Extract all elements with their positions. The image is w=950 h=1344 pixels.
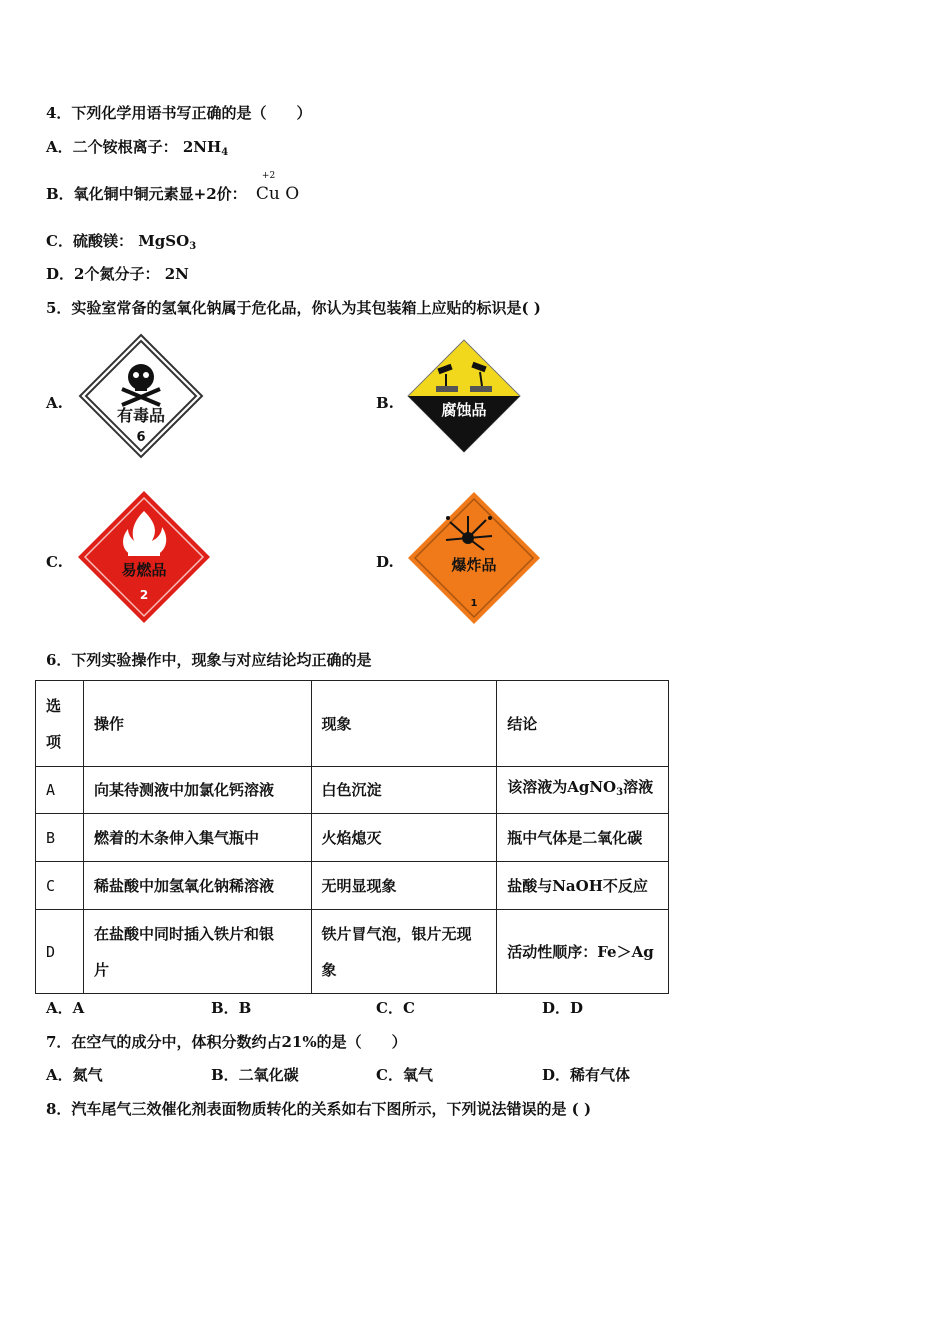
q7-answer-b: B．二氧化碳 bbox=[211, 1066, 299, 1084]
row-operation: 燃着的木条伸入集气瓶中 bbox=[83, 814, 311, 862]
table-row bbox=[36, 767, 669, 814]
q4-stem: 4．下列化学用语书写正确的是（ ） bbox=[46, 104, 312, 122]
q4-option-b-formula: +2 Cu O bbox=[255, 171, 300, 204]
row-conclusion: 该溶液为AgNO$_3$溶液 bbox=[497, 767, 669, 814]
header-conclusion: 结论 bbox=[497, 681, 669, 767]
q7-answer-a: A．氮气 bbox=[46, 1066, 103, 1084]
q4-option-c bbox=[46, 230, 196, 252]
valence-mark: +2 bbox=[261, 171, 276, 181]
q6-answer-b: B．B bbox=[211, 999, 252, 1017]
table-row bbox=[36, 814, 669, 862]
q5-stem: 5．实验室常备的氢氧化钠属于危化品，你认为其包装箱上应贴的标识是( ) bbox=[46, 299, 541, 317]
flammable-sign-text: 易燃品 bbox=[121, 561, 167, 579]
q6-stem: 6．下列实验操作中，现象与对应结论均正确的是 bbox=[46, 651, 372, 669]
row-option: D bbox=[36, 910, 84, 994]
corrosive-sign-text: 腐蚀品 bbox=[441, 401, 487, 419]
row-option: C bbox=[36, 862, 84, 910]
q7-answer-c: C．氧气 bbox=[376, 1066, 433, 1084]
q4-option-a bbox=[46, 136, 228, 158]
q6-answer-c: C．C bbox=[376, 999, 415, 1017]
q4-option-d-text: D．2个氮分子： bbox=[46, 265, 160, 283]
toxic-sign-text: 有毒品 bbox=[116, 406, 166, 425]
row-phenomenon: 白色沉淀 bbox=[311, 767, 497, 814]
row-conclusion: 活动性顺序：Fe＞Ag bbox=[497, 910, 669, 994]
q4-option-d-formula: 2N bbox=[164, 265, 189, 283]
row-phenomenon: 无明显现象 bbox=[311, 862, 497, 910]
q8-stem: 8．汽车尾气三效催化剂表面物质转化的关系如右下图所示，下列说法错误的是 ( ) bbox=[46, 1100, 592, 1118]
row-operation: 向某待测液中加氯化钙溶液 bbox=[83, 767, 311, 814]
experiment-table bbox=[35, 680, 669, 994]
row-phenomenon: 火焰熄灭 bbox=[311, 814, 497, 862]
explosive-sign-icon bbox=[406, 490, 542, 626]
q5-option-a-label: A. bbox=[46, 394, 63, 412]
row-operation: 稀盐酸中加氢氧化钠稀溶液 bbox=[83, 862, 311, 910]
q4-option-d bbox=[46, 263, 189, 284]
q4-option-c-text: C．硫酸镁： bbox=[46, 232, 133, 250]
row-operation: 在盐酸中同时插入铁片和银 片 bbox=[83, 910, 311, 994]
q4-option-b-text: B．氧化铜中铜元素显+2价： bbox=[46, 185, 247, 203]
q4-option-a-text: A．二个铵根离子： bbox=[46, 138, 178, 156]
flammable-sign-number: 2 bbox=[139, 588, 149, 602]
toxic-sign-icon bbox=[78, 333, 204, 459]
q5-option-c-label: C. bbox=[46, 553, 63, 571]
q6-answer-d: D．D bbox=[542, 999, 584, 1017]
row-option: B bbox=[36, 814, 84, 862]
toxic-sign-number: 6 bbox=[136, 430, 146, 445]
q5-option-b-label: B. bbox=[376, 394, 394, 412]
table-row bbox=[36, 910, 669, 994]
q7-stem: 7．在空气的成分中，体积分数约占21%的是（ ） bbox=[46, 1033, 407, 1051]
table-header-row bbox=[36, 681, 669, 767]
q5-option-d-label: D. bbox=[376, 553, 394, 571]
q7-answer-d: D．稀有气体 bbox=[542, 1066, 631, 1084]
table-row bbox=[36, 862, 669, 910]
corrosive-sign-icon bbox=[406, 338, 522, 454]
header-operation: 操作 bbox=[83, 681, 311, 767]
q6-answer-a: A．A bbox=[46, 999, 85, 1017]
row-option: A bbox=[36, 767, 84, 814]
header-phenomenon: 现象 bbox=[311, 681, 497, 767]
flammable-sign-icon bbox=[76, 489, 212, 625]
row-conclusion: 盐酸与NaOH不反应 bbox=[497, 862, 669, 910]
q4-option-c-formula: MgSO$_3$ bbox=[138, 232, 197, 252]
row-phenomenon: 铁片冒气泡，银片无现 象 bbox=[311, 910, 497, 994]
explosive-sign-number: 1 bbox=[470, 598, 478, 609]
row-conclusion: 瓶中气体是二氧化碳 bbox=[497, 814, 669, 862]
q4-option-b bbox=[46, 171, 300, 204]
q4-option-a-formula: $2NH_4$ bbox=[182, 138, 229, 158]
explosive-sign-text: 爆炸品 bbox=[451, 556, 497, 574]
header-option: 选 项 bbox=[36, 681, 84, 767]
